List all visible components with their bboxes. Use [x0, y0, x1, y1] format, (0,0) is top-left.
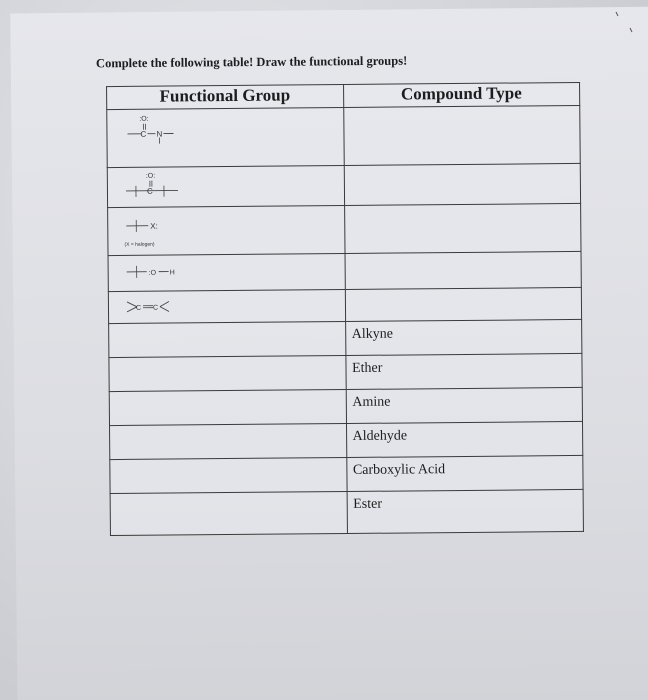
- compound-type-cell[interactable]: [345, 251, 582, 289]
- functional-group-cell: [108, 206, 345, 256]
- alcohol-structure-icon: [123, 257, 193, 288]
- compound-type-cell: Carboxylic Acid: [346, 455, 583, 491]
- svg-text:H: H: [169, 269, 175, 277]
- compound-type-cell: Alkyne: [345, 319, 582, 355]
- svg-text:C: C: [152, 304, 159, 312]
- compound-type-cell: Ester: [347, 489, 584, 533]
- functional-group-cell[interactable]: [109, 355, 346, 391]
- svg-text:C: C: [146, 186, 153, 196]
- table-row: [110, 489, 583, 535]
- ketone-structure-icon: [122, 169, 192, 204]
- table-row: [109, 353, 582, 391]
- table-row: [109, 319, 582, 357]
- worksheet-instruction: Complete the following table! Draw the functional groups!: [95, 53, 408, 71]
- header-functional-group: Functional Group: [107, 85, 344, 110]
- table-row: [108, 203, 581, 255]
- compound-type-cell[interactable]: [345, 287, 582, 321]
- alkene-structure-icon: [123, 293, 193, 322]
- table-row: [108, 287, 581, 323]
- svg-text::O:: :O:: [145, 172, 156, 180]
- header-compound-type: Compound Type: [343, 82, 580, 107]
- compound-type-cell: Ether: [345, 353, 582, 389]
- functional-group-cell[interactable]: [109, 389, 346, 425]
- table-row: [108, 251, 581, 291]
- functional-group-cell[interactable]: [110, 423, 347, 459]
- functional-group-cell: [107, 108, 344, 168]
- svg-text:N: N: [156, 129, 163, 139]
- structure-note: (X = halogen): [124, 241, 155, 248]
- table-row: [110, 455, 583, 493]
- functional-group-cell: [108, 254, 345, 292]
- svg-text:C: C: [140, 129, 147, 139]
- functional-group-cell[interactable]: [110, 491, 347, 535]
- compound-type-cell: Aldehyde: [346, 421, 583, 457]
- table-row: [109, 387, 582, 425]
- compound-type-cell[interactable]: [344, 163, 581, 205]
- functional-group-cell: [108, 290, 345, 324]
- table-row: [107, 105, 580, 167]
- functional-group-cell: [107, 166, 344, 208]
- compound-type-cell[interactable]: [344, 203, 581, 253]
- compound-type-cell[interactable]: [343, 105, 580, 165]
- alkyl-halide-structure-icon: [122, 209, 202, 252]
- svg-text::O: :O: [148, 269, 157, 277]
- compound-type-cell: Amine: [346, 387, 583, 423]
- amide-structure-icon: [121, 111, 181, 152]
- functional-group-cell[interactable]: [110, 457, 347, 493]
- table-row: [110, 421, 583, 459]
- svg-text:X:: X:: [150, 221, 158, 231]
- pencil-marks: [610, 8, 640, 38]
- svg-text:C: C: [135, 304, 142, 312]
- functional-groups-table: [106, 82, 584, 536]
- functional-group-cell[interactable]: [109, 321, 346, 357]
- table-row: [107, 163, 580, 207]
- svg-text::O:: :O:: [139, 115, 149, 123]
